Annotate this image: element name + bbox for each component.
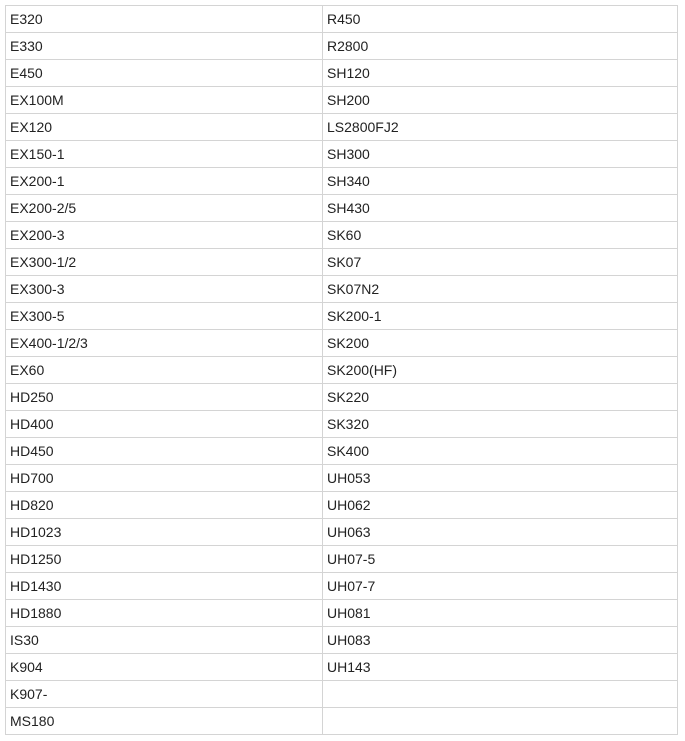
table-row: [6, 87, 678, 114]
table-row: [6, 141, 678, 168]
model-cell-left: HD250: [6, 384, 323, 411]
model-cell-right: SK320: [323, 411, 678, 438]
table-row: [6, 492, 678, 519]
model-cell-left: EX200-1: [6, 168, 323, 195]
table-row: [6, 33, 678, 60]
model-cell-right: SK200: [323, 330, 678, 357]
table-row: [6, 681, 678, 708]
model-cell-right: SK60: [323, 222, 678, 249]
model-cell-right: SH340: [323, 168, 678, 195]
table-row: [6, 465, 678, 492]
model-cell-right: SK200-1: [323, 303, 678, 330]
model-cell-left: E320: [6, 6, 323, 33]
model-cell-right: UH083: [323, 627, 678, 654]
table-row: [6, 708, 678, 735]
table-row: [6, 654, 678, 681]
model-cell-left: EX300-3: [6, 276, 323, 303]
table-row: [6, 411, 678, 438]
table-row: [6, 249, 678, 276]
model-cell-left: EX300-1/2: [6, 249, 323, 276]
model-cell-right: [323, 708, 678, 735]
model-cell-right: UH063: [323, 519, 678, 546]
table-row: [6, 222, 678, 249]
model-cell-right: UH07-5: [323, 546, 678, 573]
model-cell-left: EX200-2/5: [6, 195, 323, 222]
table-row: [6, 195, 678, 222]
table-row: [6, 438, 678, 465]
table-row: [6, 114, 678, 141]
model-cell-left: IS30: [6, 627, 323, 654]
model-cell-right: SK220: [323, 384, 678, 411]
model-table-body: [6, 6, 678, 735]
model-cell-left: EX120: [6, 114, 323, 141]
table-row: [6, 384, 678, 411]
table-row: [6, 519, 678, 546]
model-cell-left: HD700: [6, 465, 323, 492]
model-cell-right: UH062: [323, 492, 678, 519]
model-cell-right: LS2800FJ2: [323, 114, 678, 141]
model-cell-left: HD400: [6, 411, 323, 438]
model-cell-left: MS180: [6, 708, 323, 735]
model-cell-left: HD1250: [6, 546, 323, 573]
model-cell-right: UH053: [323, 465, 678, 492]
model-cell-right: SH120: [323, 60, 678, 87]
model-cell-left: EX300-5: [6, 303, 323, 330]
model-cell-left: K907-: [6, 681, 323, 708]
model-cell-left: K904: [6, 654, 323, 681]
model-cell-right: UH07-7: [323, 573, 678, 600]
model-cell-right: UH143: [323, 654, 678, 681]
model-cell-left: HD450: [6, 438, 323, 465]
model-cell-right: R450: [323, 6, 678, 33]
model-cell-left: EX150-1: [6, 141, 323, 168]
model-cell-left: HD1023: [6, 519, 323, 546]
model-cell-left: EX60: [6, 357, 323, 384]
table-row: [6, 357, 678, 384]
model-cell-right: SK07: [323, 249, 678, 276]
model-cell-right: [323, 681, 678, 708]
table-row: [6, 303, 678, 330]
model-cell-left: EX200-3: [6, 222, 323, 249]
table-row: [6, 168, 678, 195]
model-table: [5, 5, 678, 735]
table-row: [6, 627, 678, 654]
model-cell-right: SH200: [323, 87, 678, 114]
model-cell-right: SH300: [323, 141, 678, 168]
model-cell-left: HD1430: [6, 573, 323, 600]
model-cell-right: UH081: [323, 600, 678, 627]
model-cell-right: SH430: [323, 195, 678, 222]
table-row: [6, 573, 678, 600]
model-cell-left: EX100M: [6, 87, 323, 114]
table-row: [6, 546, 678, 573]
model-cell-left: HD1880: [6, 600, 323, 627]
model-cell-right: R2800: [323, 33, 678, 60]
model-cell-right: SK200(HF): [323, 357, 678, 384]
table-row: [6, 60, 678, 87]
table-row: [6, 600, 678, 627]
table-row: [6, 276, 678, 303]
model-cell-left: E330: [6, 33, 323, 60]
table-row: [6, 330, 678, 357]
model-cell-left: E450: [6, 60, 323, 87]
table-row: [6, 6, 678, 33]
model-cell-right: SK07N2: [323, 276, 678, 303]
model-cell-right: SK400: [323, 438, 678, 465]
model-cell-left: EX400-1/2/3: [6, 330, 323, 357]
model-cell-left: HD820: [6, 492, 323, 519]
